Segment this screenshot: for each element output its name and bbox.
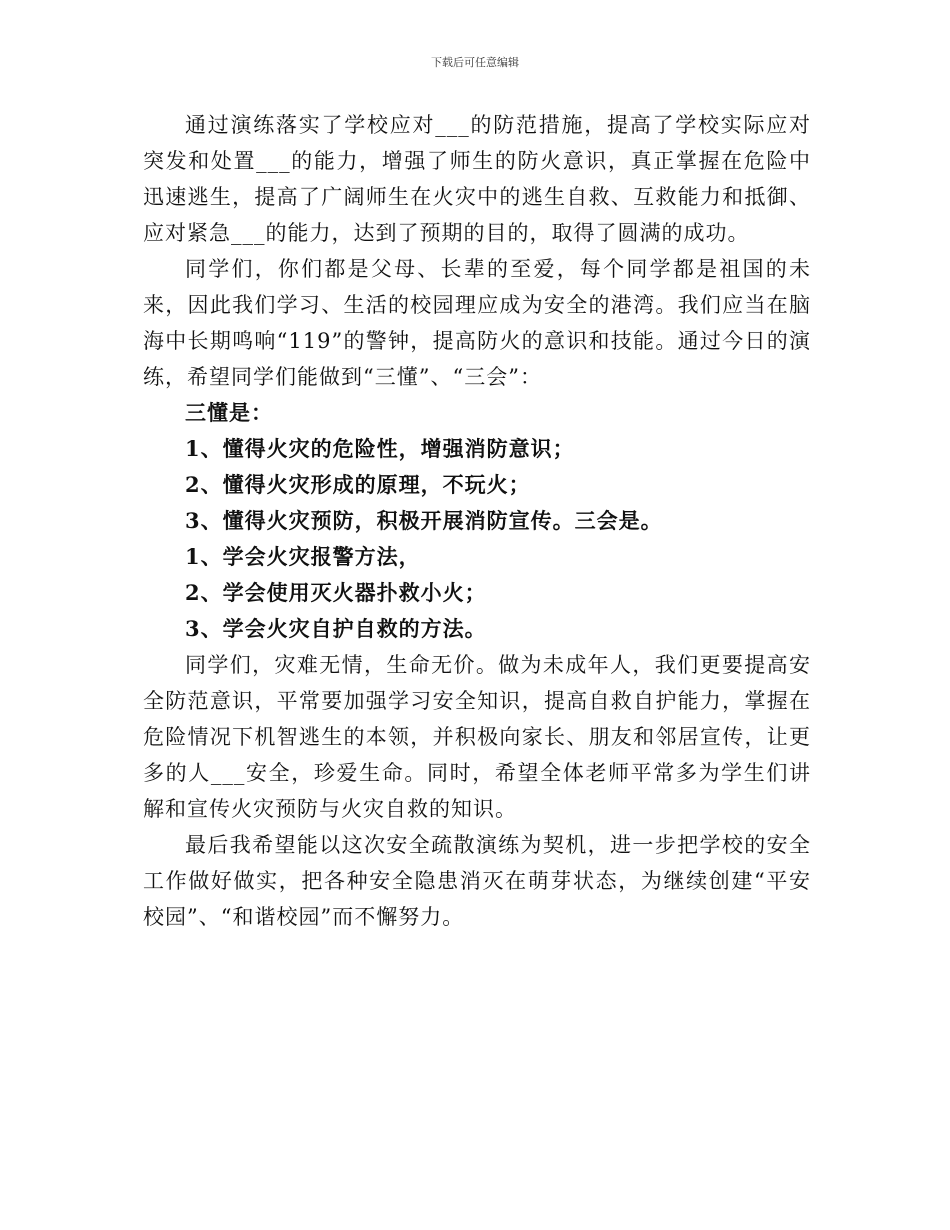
paragraph-drill-summary: 通过演练落实了学校应对___的防范措施，提高了学校实际应对突发和处置___的能力，增强了师生的防火意识，真正掌握在危险中迅速逃生，提高了广阔师生在火灾中的逃生自救、互救能力和抵御、应对紧急___的能力，达到了预期的目的，取得了圆满的成功。 — [143, 113, 811, 245]
list-item-understand-1: 1、懂得火灾的危险性，增强消防意识； — [185, 436, 575, 461]
list-item-learn-1: 1、学会火灾报警方法， — [185, 544, 421, 569]
list-item-understand-2: 2、懂得火灾形成的原理，不玩火； — [185, 472, 531, 497]
paragraph-closing: 最后我希望能以这次安全疏散演练为契机，进一步把学校的安全工作做好做实，把各种安全隐患消灭在萌芽状态，为继续创建“平安校园”、“和谐校园”而不懈努力。 — [143, 833, 811, 929]
paragraph-safety-awareness: 同学们，灾难无情，生命无价。做为未成年人，我们更要提高安全防范意识，平常要加强学习安全知识，提高自救自护能力，掌握在危险情况下机智逃生的本领，并积极向家长、朋友和邻居宣传，让更多的人___安全，珍爱生命。同时，希望全体老师平常多为学生们讲解和宣传火灾预防与火灾自救的知识。 — [143, 653, 811, 821]
paragraph-students-appeal: 同学们，你们都是父母、长辈的至爱，每个同学都是祖国的未来，因此我们学习、生活的校园理应成为安全的港湾。我们应当在脑海中长期鸣响“119”的警钟，提高防火的意识和技能。通过今日的演练，希望同学们能做到“三懂”、“三会”： — [143, 257, 811, 389]
list-item-learn-3: 3、学会火灾自护自救的方法。 — [185, 616, 487, 641]
page-header: 下载后可任意编辑 — [431, 56, 519, 69]
list-item-learn-2: 2、学会使用灭火器扑救小火； — [185, 580, 487, 605]
list-item-understand-3: 3、懂得火灾预防，积极开展消防宣传。三会是。 — [185, 508, 663, 533]
heading-three-understand: 三懂是： — [185, 400, 273, 425]
document-body — [143, 107, 811, 935]
